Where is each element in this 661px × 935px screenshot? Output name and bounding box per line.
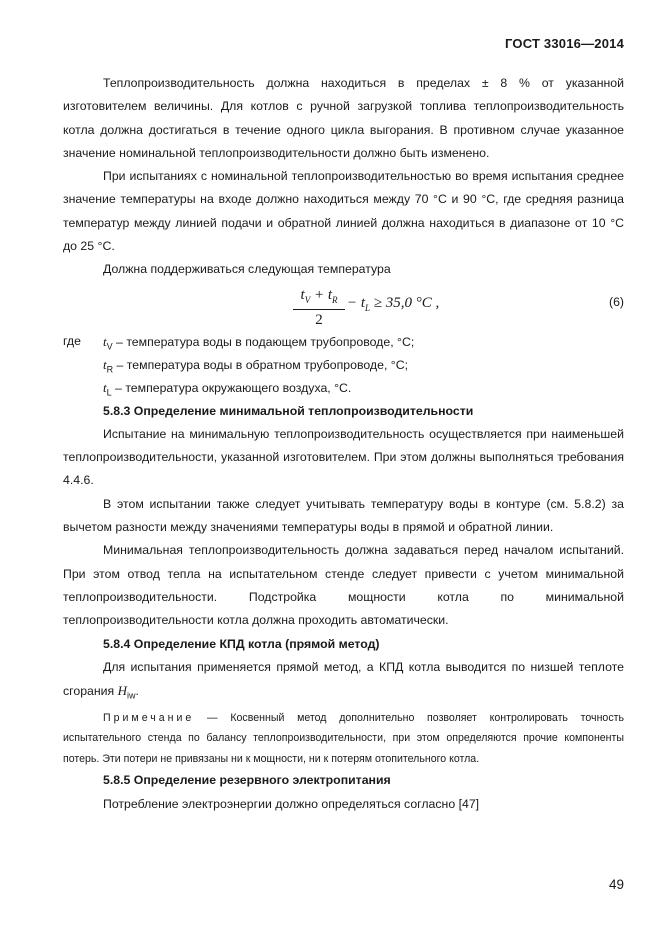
paragraph-heat-output-tolerance: Теплопроизводительность должна находиться в пределах ± 8 % от указанной изготовителем величины. Для котлов с ручной загрузкой топлива теплопроизводительность котла должна достигаться в течение одного цикла выгорания. В противном случае указанное значение номинальной теплопроизводительности должно быть изменено. <box>63 76 624 160</box>
formula-numerator: $t_V + t_R$ <box>293 286 345 310</box>
note-label: Примечание <box>103 711 195 724</box>
section-heading-5-8-3: 5.8.3 Определение минимальной теплопроизводительности <box>103 403 474 418</box>
where-item: где $t_V$ – температура воды в подающем трубопроводе, °С; <box>63 330 624 353</box>
paragraph-min-output-test: Испытание на минимальную теплопроизводительность осуществляется при наименьшей теплопроизводительности, указанной изготовителем. При этом должны выполняться требования 4.4.6. <box>63 426 624 488</box>
formula-6 <box>63 282 624 330</box>
document-header: ГОСТ 33016—2014 <box>505 36 624 51</box>
where-item: $t_R$ – температура воды в обратном трубопроводе, °С; <box>103 356 408 375</box>
page-number: 49 <box>608 877 624 892</box>
variable-definition: – температура воды в подающем трубопроводе, °С; <box>112 334 415 349</box>
variable-symbol: H <box>117 683 128 699</box>
note-indirect-method <box>63 708 624 770</box>
formula-number: (6) <box>608 294 624 309</box>
formula-remainder: − $t_L \ge 35,0$ °C , <box>347 294 440 313</box>
formula-fraction <box>293 286 345 330</box>
paragraph-power-consumption: Потребление электроэнергии должно определяться согласно [47] <box>103 796 480 811</box>
variable-definition: – температура окружающего воздуха, °С. <box>111 381 352 396</box>
where-item: $t_L$ – температура окружающего воздуха, °С. <box>103 380 352 398</box>
variable-symbol: t <box>103 356 107 372</box>
note-text: — Косвенный метод дополнительно позволяет контролировать точность испытательного стенда по балансу теплопроизводительности, при этом определяются прочие компоненты потерь. Эти потери не привязаны ни к мощности, ни к потерям отопительного котла. <box>63 711 624 765</box>
where-label: где <box>63 333 81 348</box>
paragraph-nominal-test-temperature: При испытаниях с номинальной теплопроизводительностью во время испытания среднее значение температуры на входе должно находиться между 70 °С и 90 °С, где средняя разница температур между линией подачи и обратной линией должна находиться в диапазоне от 10 °С до 25 °С. <box>63 169 624 254</box>
paragraph-min-output-setup: Минимальная теплопроизводительность должна задаваться перед началом испытаний. При этом отвод тепла на испытательном стенде следует привести с учетом минимальной теплопроизводительности. Подстройка мощности котла по минимальной теплопроизводительности котла должна проходить автоматически. <box>63 543 624 628</box>
variable-definition: – температура воды в обратном трубопроводе, °С; <box>113 357 408 372</box>
paragraph-maintained-temperature: Должна поддерживаться следующая температура <box>103 262 391 277</box>
section-heading-5-8-5: 5.8.5 Определение резервного электропитания <box>103 773 391 788</box>
section-heading-5-8-4: 5.8.4 Определение КПД котла (прямой метод) <box>103 636 380 651</box>
where-list <box>63 330 624 400</box>
paragraph-contour-temperature: В этом испытании также следует учитывать температуру воды в контуре (см. 5.8.2) за вычетом разности между значениями температуры воды в прямой и обратной линии. <box>63 496 624 535</box>
paragraph-direct-method: Для испытания применяется прямой метод, а КПД котла выводится по низшей теплоте сгорания $H_{iw}$. <box>63 659 624 701</box>
variable-symbol: t <box>103 333 107 349</box>
variable-symbol: t <box>103 380 107 396</box>
formula-denominator: 2 <box>315 311 323 328</box>
